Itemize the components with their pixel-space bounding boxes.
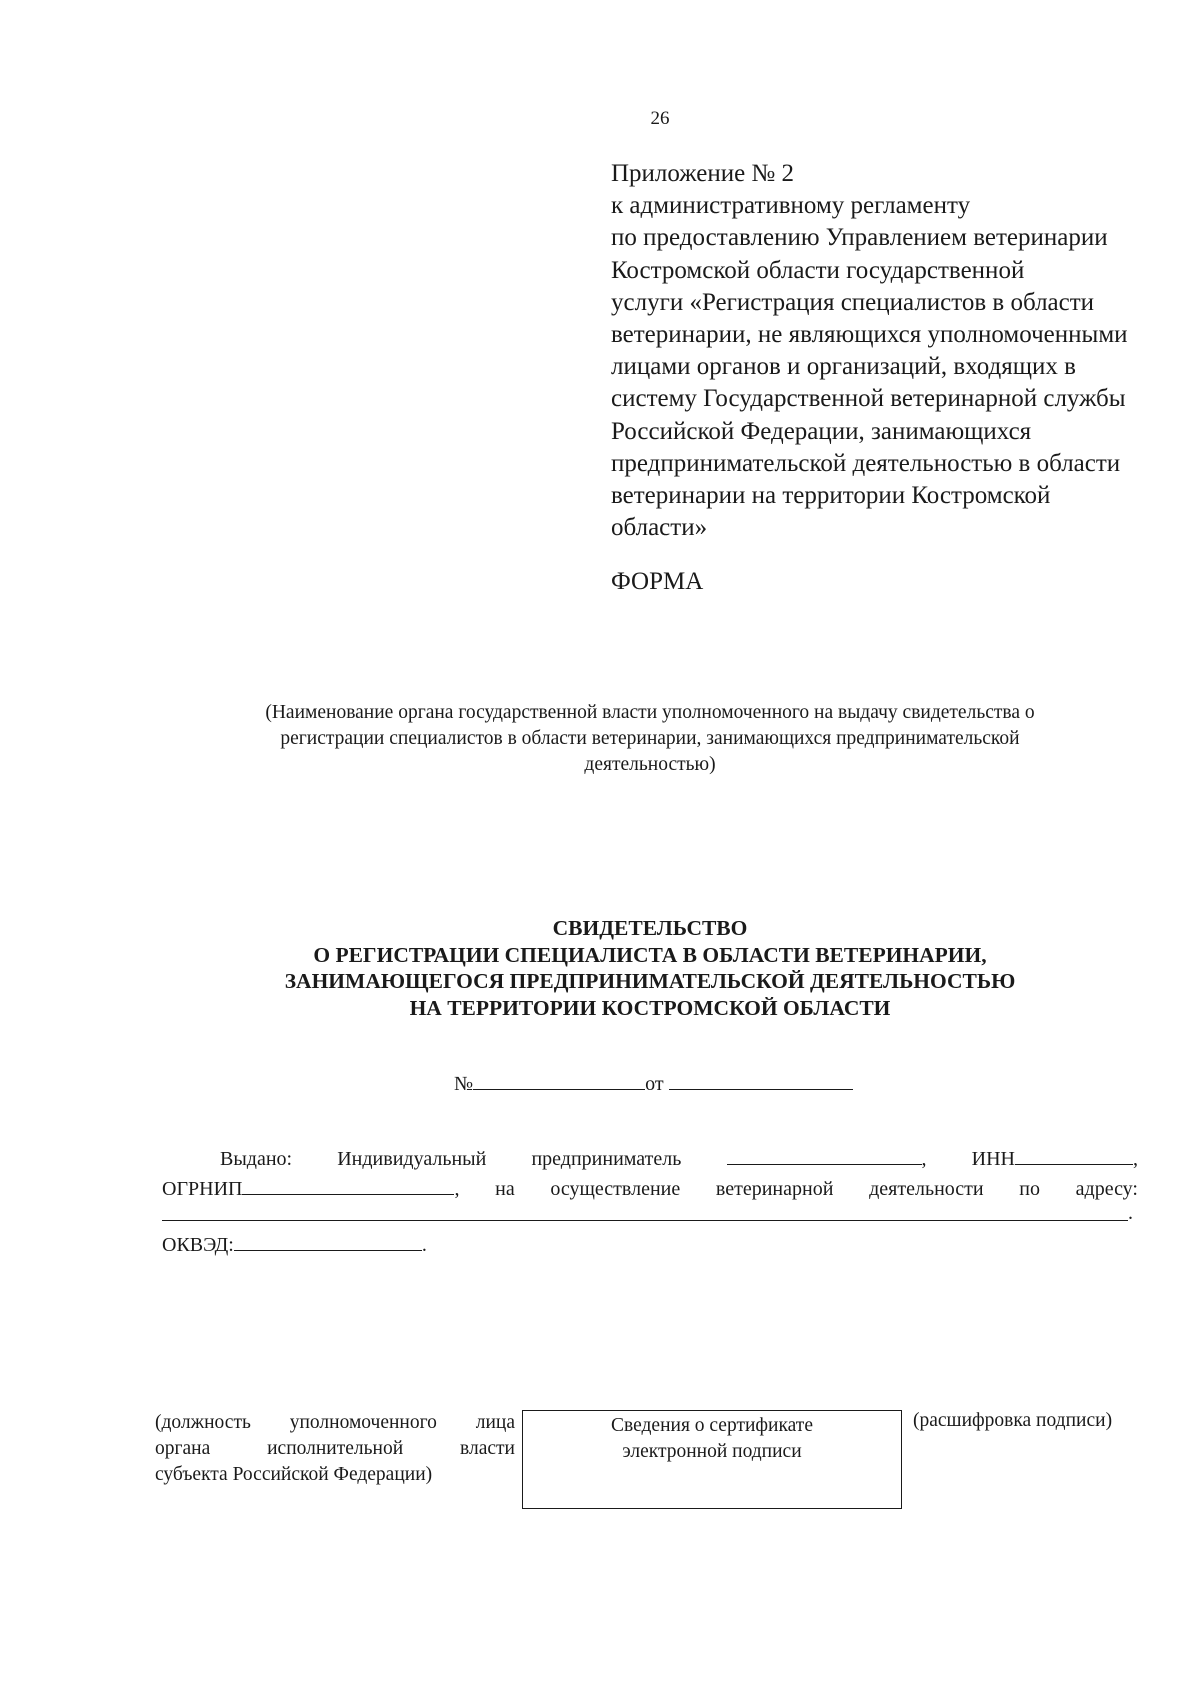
comma: , <box>1133 1148 1138 1170</box>
certificate-title-line: ЗАНИМАЮЩЕГОСЯ ПРЕДПРИНИМАТЕЛЬСКОЙ ДЕЯТЕЛЬНОСТЬЮ <box>284 969 1016 993</box>
signature-decode-caption: (расшифровка подписи) <box>913 1410 1113 1431</box>
official-position-caption <box>155 1410 515 1488</box>
authority-caption <box>170 700 1130 778</box>
appendix-header <box>611 158 1181 544</box>
official-position-line: органа исполнительной власти <box>155 1438 515 1459</box>
official-position-line: (должность уполномоченного лица <box>155 1412 515 1433</box>
issued-word: Выдано: <box>220 1148 293 1170</box>
comma: , <box>921 1148 927 1170</box>
issued-word: Индивидуальный <box>337 1148 487 1170</box>
number-label: № <box>454 1073 474 1095</box>
appendix-line: систему Государственной ветеринарной службы <box>611 385 1126 413</box>
appendix-line: ветеринарии, не являющихся уполномоченными <box>611 321 1128 349</box>
comma: , <box>454 1178 460 1200</box>
certificate-title-line: СВИДЕТЕЛЬСТВО <box>552 916 748 940</box>
official-position-line: субъекта Российской Федерации) <box>155 1464 433 1485</box>
entrepreneur-name-field[interactable] <box>727 1146 922 1165</box>
okved-end-mark: . <box>421 1234 427 1256</box>
authority-caption-line: регистрации специалистов в области ветеринарии, занимающихся предпринимательской <box>280 728 1020 749</box>
form-label: ФОРМА <box>611 568 704 595</box>
e-signature-line: электронной подписи <box>622 1441 802 1462</box>
appendix-line: по предоставлению Управлением ветеринарии <box>611 224 1108 252</box>
purpose-word: ветеринарной <box>715 1178 834 1200</box>
authority-caption-line: (Наименование органа государственной власти уполномоченного на выдачу свидетельства о <box>265 702 1035 723</box>
certificate-title <box>150 915 1150 1021</box>
purpose-word: на <box>495 1178 515 1200</box>
issued-word: предприниматель <box>531 1148 682 1170</box>
inn-field[interactable] <box>1015 1146 1133 1165</box>
page-number: 26 <box>650 108 670 129</box>
appendix-line: предпринимательской деятельностью в области <box>611 449 1121 477</box>
okved-field[interactable] <box>234 1232 422 1251</box>
e-signature-box <box>522 1410 902 1509</box>
appendix-line: к административному регламенту <box>611 192 971 220</box>
issued-row <box>220 1146 1138 1171</box>
appendix-line: Приложение № 2 <box>611 160 795 187</box>
e-signature-line: Сведения о сертификате <box>611 1415 813 1436</box>
okved-row <box>162 1232 427 1257</box>
certificate-date-field[interactable] <box>669 1071 853 1090</box>
okved-label: ОКВЭД: <box>162 1234 234 1256</box>
authority-caption-line: деятельностью) <box>584 754 716 775</box>
purpose-word: по <box>1019 1178 1040 1200</box>
address-end-mark: . <box>1128 1202 1133 1224</box>
purpose-word: деятельности <box>869 1178 984 1200</box>
certificate-number-field[interactable] <box>473 1071 645 1090</box>
purpose-word: осуществление <box>550 1178 681 1200</box>
address-field[interactable] <box>162 1220 1128 1221</box>
ogrnip-label: ОГРНИП <box>162 1178 243 1200</box>
appendix-line: Российской Федерации, занимающихся <box>611 417 1032 445</box>
appendix-line: области» <box>611 514 708 542</box>
certificate-number-line <box>454 1071 853 1096</box>
ogrnip-row <box>162 1176 1138 1201</box>
appendix-line: лицами органов и организаций, входящих в <box>611 353 1076 381</box>
date-label: от <box>645 1073 664 1095</box>
ogrnip-field[interactable] <box>242 1176 454 1195</box>
purpose-word: адресу: <box>1075 1178 1138 1200</box>
inn-label: ИНН <box>971 1148 1015 1170</box>
certificate-title-line: О РЕГИСТРАЦИИ СПЕЦИАЛИСТА В ОБЛАСТИ ВЕТЕРИНАРИИ, <box>313 942 987 967</box>
appendix-line: ветеринарии на территории Костромской <box>611 482 1051 510</box>
certificate-title-line: НА ТЕРРИТОРИИ КОСТРОМСКОЙ ОБЛАСТИ <box>409 995 891 1020</box>
appendix-line: услуги «Регистрация специалистов в области <box>611 288 1095 316</box>
appendix-line: Костромской области государственной <box>611 256 1025 284</box>
